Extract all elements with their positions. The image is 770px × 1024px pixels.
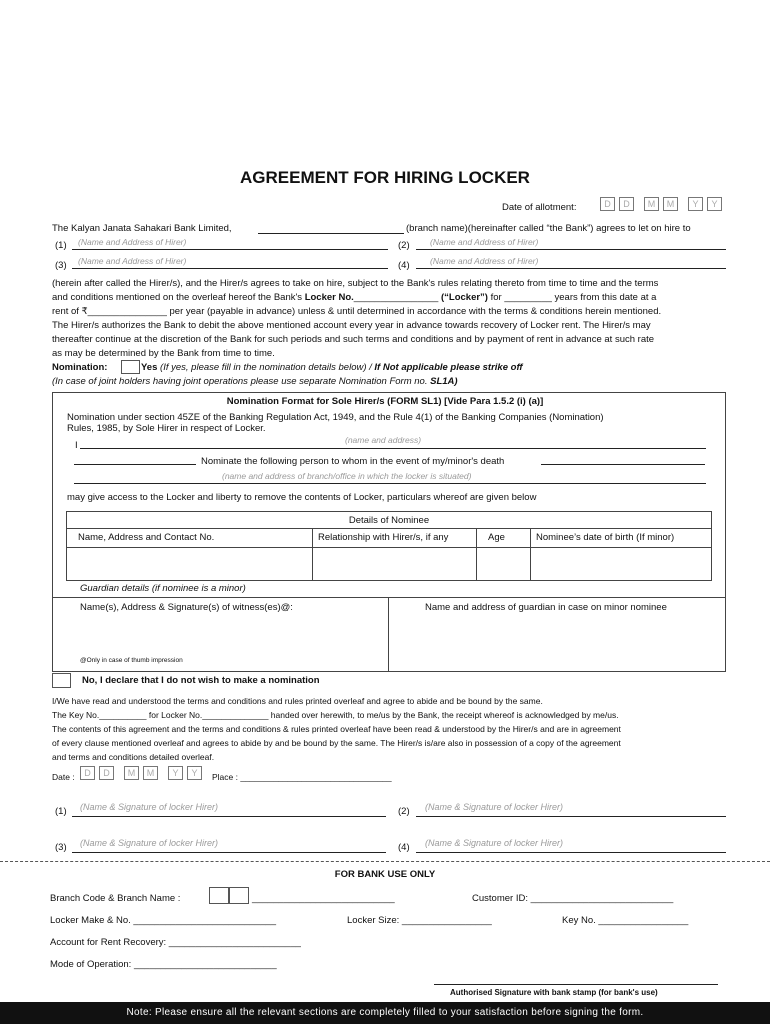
signature-4-field[interactable]	[416, 852, 726, 853]
signature-3-field[interactable]	[72, 852, 386, 853]
terms-line-1: (herein after called the Hirer/s), and the Hirer/s agrees to take on hire, subject to the Bank's rules relating thereto from time to time and the terms	[52, 278, 659, 289]
allotment-month-1[interactable]: M	[644, 197, 659, 211]
allotment-day-1[interactable]: D	[600, 197, 615, 211]
branch-name-line[interactable]: ___________________________	[252, 893, 395, 904]
thumb-impression-note: @Only in case of thumb impression	[80, 657, 183, 664]
page-title: AGREEMENT FOR HIRING LOCKER	[240, 168, 530, 187]
locker-size-field[interactable]: Locker Size: _________________	[347, 915, 492, 926]
nomination-format-heading: Nomination Format for Sole Hirer/s (FORM SL1) [Vide Para 1.5.2 (i) (a)]	[226, 396, 544, 407]
nominee-person-field[interactable]	[74, 464, 196, 465]
date-month-1[interactable]: M	[124, 766, 139, 780]
terms-line-6: as may be determined by the Bank from time to time.	[52, 348, 275, 359]
date-month-2[interactable]: M	[143, 766, 158, 780]
column-header: Nominee’s date of birth (If minor)	[536, 532, 675, 543]
terms-line-5: thereafter continue at the discretion of the Bank for such periods and such terms and conditions and by payment of rent in advance at such rate	[52, 334, 655, 345]
signature-3-placeholder: (Name & Signature of locker Hirer)	[80, 838, 219, 848]
table-divider	[66, 528, 712, 529]
hirer-3-field[interactable]	[72, 268, 388, 269]
allotment-year-2[interactable]: Y	[707, 197, 722, 211]
allotment-day-2[interactable]: D	[619, 197, 634, 211]
signature-3-number: (3)	[55, 842, 67, 853]
date-day-1[interactable]: D	[80, 766, 95, 780]
signature-1-number: (1)	[55, 806, 67, 817]
declaration-line-4: of every clause mentioned overleaf and agrees to abide by and be bound by the same. The Hirer/s is/are also in possession of a copy of the agreement	[52, 738, 621, 748]
guardian-minor-label: Name and address of guardian in case on minor nominee	[425, 602, 667, 613]
declaration-line-2: The Key No.__________ for Locker No.______________ handed over herewith, to me/us by the Bank, the receipt whereof is acknowledged by me/us.	[52, 710, 619, 720]
column-header: Relationship with Hirer/s, if any	[318, 532, 449, 543]
nomination-yes-text: Yes (If yes, please fill in the nomination details below) / If Not applicable please strike off	[141, 362, 523, 373]
terms-line-3: rent of ₹_______________ per year (payable in advance) unless & until determined in accordance with the terms & conditions herein mentioned.	[52, 306, 662, 317]
nominate-text: Nominate the following person to whom in the event of my/minor's death	[201, 456, 505, 467]
access-text: may give access to the Locker and liberty to remove the contents of Locker, particulars whereof are given below	[67, 492, 537, 503]
branch-office-field[interactable]	[74, 483, 706, 484]
hirer-2-field[interactable]	[416, 249, 726, 250]
nomination-yes-checkbox[interactable]	[121, 360, 140, 374]
cut-line	[0, 861, 770, 862]
account-rent-field[interactable]: Account for Rent Recovery: _________________________	[50, 937, 301, 948]
hirer-3-placeholder: (Name and Address of Hirer)	[78, 256, 187, 266]
signature-1-field[interactable]	[72, 816, 386, 817]
signature-4-number: (4)	[398, 842, 410, 853]
branch-code-box-1[interactable]	[209, 887, 229, 904]
place-field[interactable]: Place : ________________________________	[212, 772, 392, 782]
nominee-details-heading: Details of Nominee	[348, 515, 430, 526]
column-header: Name, Address and Contact No.	[78, 532, 215, 543]
date-day-2[interactable]: D	[99, 766, 114, 780]
nominee-dob-input[interactable]	[531, 548, 711, 580]
allotment-month-2[interactable]: M	[663, 197, 678, 211]
terms-line-2: and conditions mentioned on the overleaf hereof the Bank's Locker No.________________ (“Locker”) for _________ years from this date at a	[52, 292, 657, 303]
hirer-3-number: (3)	[55, 260, 67, 271]
locker-make-field[interactable]: Locker Make & No. ___________________________	[50, 915, 277, 926]
hirer-4-field[interactable]	[416, 268, 726, 269]
terms-line-4: The Hirer/s authorizes the Bank to debit the above mentioned account every year in advance towards recovery of Locker rent. The Hirer/s may	[52, 320, 651, 331]
declaration-line-1: I/We have read and understood the terms and conditions and rules printed overleaf and agree to abide and be bound by the same.	[52, 696, 543, 706]
nominee-relationship-input[interactable]	[313, 548, 476, 580]
signature-2-number: (2)	[398, 806, 410, 817]
footer-note: Note: Please ensure all the relevant sections are completely filled to your satisfaction before signing the form.	[0, 1002, 770, 1024]
section-divider	[52, 597, 726, 598]
branch-place-placeholder: (name and address of branch/office in which the locker is situated)	[222, 471, 472, 481]
nominee-name-input[interactable]	[67, 548, 312, 580]
authorised-signature-line[interactable]	[434, 984, 718, 985]
no-nomination-text: No, I declare that I do not wish to make a nomination	[82, 675, 320, 686]
date-label: Date :	[52, 772, 75, 782]
section-column-divider	[388, 597, 389, 672]
nomination-intro-1: Nomination under section 45ZE of the Banking Regulation Act, 1949, and the Rule 4(1) of the Banking Companies (Nomination)	[67, 412, 604, 423]
hirer-2-number: (2)	[398, 240, 410, 251]
signature-2-field[interactable]	[416, 816, 726, 817]
date-year-1[interactable]: Y	[168, 766, 183, 780]
declaration-line-5: and terms and conditions detailed overleaf.	[52, 752, 215, 762]
name-address-placeholder: (name and address)	[345, 435, 422, 445]
branch-code-box-2[interactable]	[229, 887, 249, 904]
hirer-2-placeholder: (Name and Address of Hirer)	[430, 237, 539, 247]
nominee-age-input[interactable]	[477, 548, 530, 580]
bank-name-text: The Kalyan Janata Sahakari Bank Limited,	[52, 223, 232, 234]
bank-use-heading: FOR BANK USE ONLY	[334, 869, 436, 880]
hirer-1-field[interactable]	[72, 249, 388, 250]
key-no-field[interactable]: Key No. _________________	[562, 915, 689, 926]
mode-of-operation-field[interactable]: Mode of Operation: ___________________________	[50, 959, 277, 970]
hirer-i-label: I	[75, 440, 78, 451]
customer-id-field[interactable]: Customer ID: ___________________________	[472, 893, 674, 904]
declaration-line-3: The contents of this agreement and the terms and conditions & rules printed overleaf have been read & understood by the Hirer/s and are in agreement	[52, 724, 621, 734]
date-year-2[interactable]: Y	[187, 766, 202, 780]
death-of-field[interactable]	[541, 464, 705, 465]
nomination-intro-2: Rules, 1985, by Sole Hirer in respect of Locker.	[67, 423, 266, 434]
signature-2-placeholder: (Name & Signature of locker Hirer)	[425, 802, 564, 812]
column-header: Age	[488, 532, 505, 543]
branch-code-label: Branch Code & Branch Name :	[50, 893, 181, 904]
joint-holders-note: (In case of joint holders having joint operations please use separate Nomination Form no. SL1A)	[52, 376, 458, 387]
witness-label: Name(s), Address & Signature(s) of witness(es)@:	[80, 602, 293, 613]
hirer-4-number: (4)	[398, 260, 410, 271]
no-nomination-checkbox[interactable]	[52, 673, 71, 688]
authorised-signature-label: Authorised Signature with bank stamp (for bank's use)	[450, 988, 658, 997]
allotment-date-label: Date of allotment:	[502, 202, 577, 213]
bank-agreement-text: (branch name)(hereinafter called “the Bank”) agrees to let on hire to	[406, 223, 691, 234]
sole-hirer-name-field[interactable]	[80, 448, 706, 449]
hirer-1-number: (1)	[55, 240, 67, 251]
signature-1-placeholder: (Name & Signature of locker Hirer)	[80, 802, 219, 812]
hirer-1-placeholder: (Name and Address of Hirer)	[78, 237, 187, 247]
hirer-4-placeholder: (Name and Address of Hirer)	[430, 256, 539, 266]
guardian-details-label: Guardian details (if nominee is a minor)	[80, 583, 246, 594]
signature-4-placeholder: (Name & Signature of locker Hirer)	[425, 838, 564, 848]
allotment-year-1[interactable]: Y	[688, 197, 703, 211]
branch-name-field[interactable]	[258, 233, 404, 234]
nomination-label: Nomination:	[52, 362, 108, 373]
